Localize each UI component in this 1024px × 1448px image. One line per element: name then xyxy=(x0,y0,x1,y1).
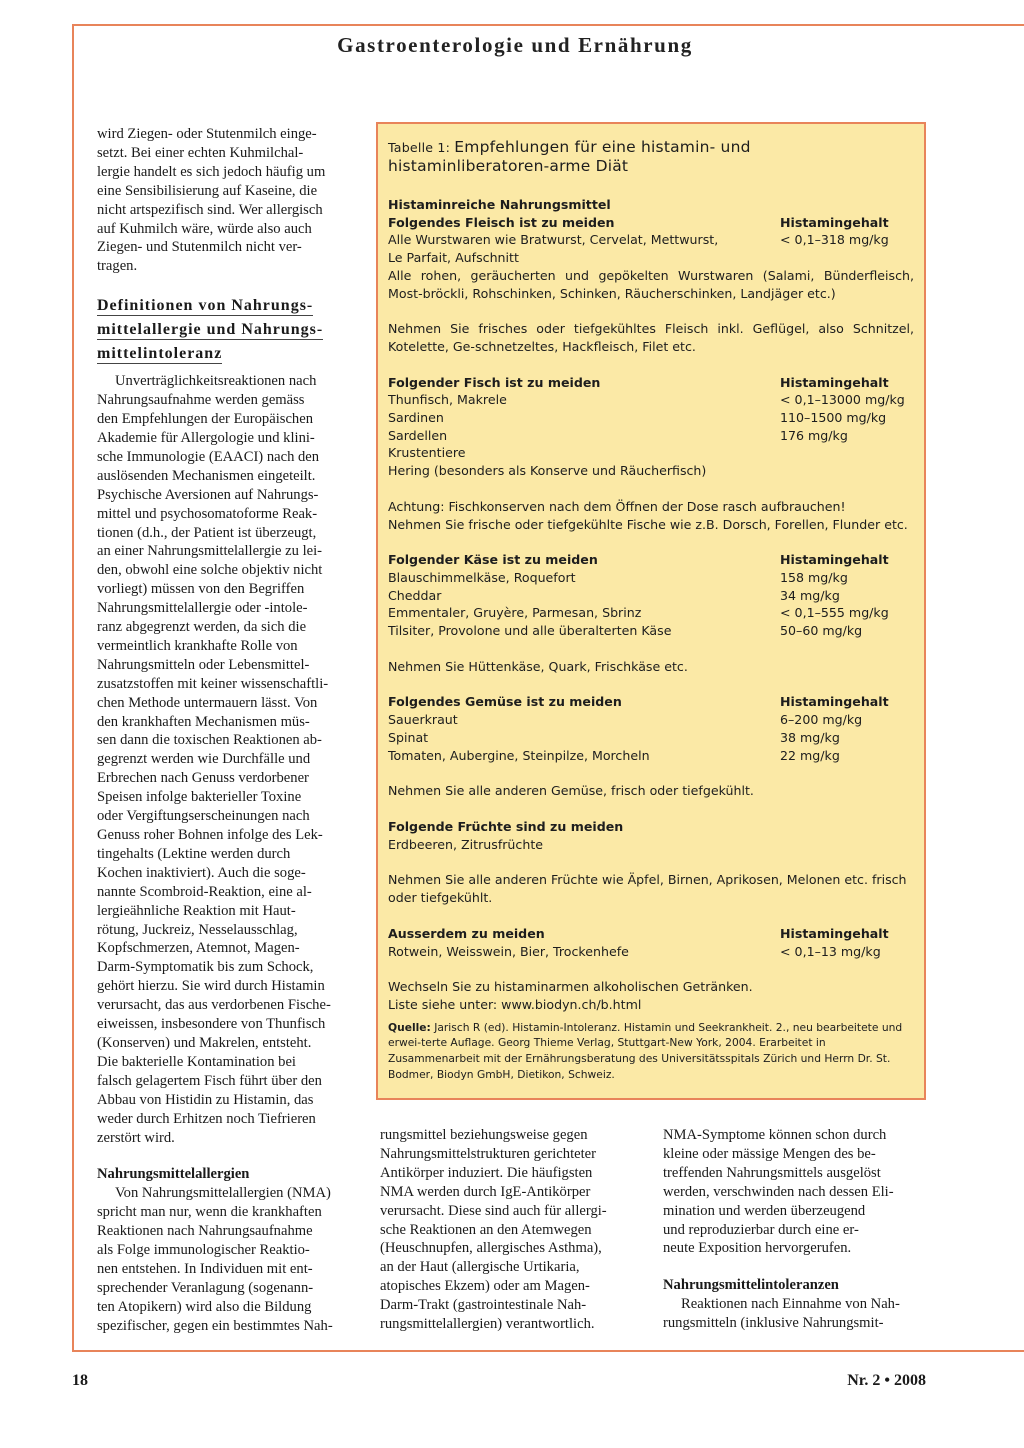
text-line: sprechender Veranlagung (sogenann- xyxy=(97,1279,314,1296)
table-row xyxy=(388,729,914,747)
text-line: mination und werden überzeugend xyxy=(663,1202,866,1219)
text-line: rungsmittel beziehungsweise gegen xyxy=(380,1127,588,1143)
text-line: Darm-Trakt (gastrointestinale Nah- xyxy=(380,1297,587,1314)
text-line: Darm-Symptomatik bis zum Schock, xyxy=(97,959,314,976)
text-line: NMA-Symptome können schon durch xyxy=(663,1127,887,1143)
text-line: den, obwohl eine solche objektiv nicht xyxy=(97,562,323,579)
table-cell-item: Blauschimmelkäse, Roquefort xyxy=(388,569,576,585)
table-recommendation: Nehmen Sie frisches oder tiefgekühltes Fleisch inkl. Geflügel, also Schnitzel, Kotelette, Ge-schnetzeltes, Hackfleisch, Filet etc. xyxy=(388,321,914,354)
text-line: den Empfehlungen der Europäischen xyxy=(97,411,313,428)
table-group-heading: Folgender Fisch ist zu meiden xyxy=(388,374,601,390)
table-column-heading: Histamingehalt xyxy=(780,694,889,710)
table-label: Tabelle 1: xyxy=(388,140,455,155)
table-cell-item: Sauerkraut xyxy=(388,712,458,728)
text-line: zusatzstoffen mit keiner wissenschaftli- xyxy=(97,675,329,692)
text-line: Reaktionen nach Einnahme von Nah- xyxy=(681,1296,900,1313)
table-title xyxy=(388,138,914,176)
text-line: tionen (d.h., der Patient ist überzeugt, xyxy=(97,524,317,541)
text-line: kleine oder mässige Mengen des be- xyxy=(663,1145,876,1162)
table-source-label: Quelle: xyxy=(388,1020,431,1034)
text-line: oder Vergiftungserscheinungen nach xyxy=(97,808,310,825)
text-line: auslösenden Mechanismen eingeteilt. xyxy=(97,467,316,484)
table-recommendation-link: Liste siehe unter: www.biodyn.ch/b.html xyxy=(388,996,642,1012)
text-line: Akademie für Allergologie und klini- xyxy=(97,429,315,446)
text-line: spricht man nur, wenn die krankhaften xyxy=(97,1204,322,1221)
table-recommendation: Nehmen Sie alle anderen Früchte wie Äpfel, Birnen, Aprikosen, Melonen etc. frisch oder tiefgekühlt. xyxy=(388,872,907,906)
table-cell-value: 34 mg/kg xyxy=(780,587,840,603)
table-recommendation: Nehmen Sie alle anderen Gemüse, frisch oder tiefgekühlt. xyxy=(388,783,754,799)
text-line: Erbrechen nach Genuss verdorbener xyxy=(97,770,309,787)
table-row xyxy=(388,943,914,961)
text-line: Ziegen- und Stutenmilch nicht ver- xyxy=(97,239,302,256)
table-group-heading: Folgende Früchte sind zu meiden xyxy=(388,818,624,834)
text-line: eiweissen, insbesondere von Thunfisch xyxy=(97,1016,326,1033)
table-row xyxy=(388,231,914,249)
text-line: tingehalts (Lektine werden durch xyxy=(97,845,291,862)
text-line: mittel und psychosomatoforme Reak- xyxy=(97,505,318,522)
text-line: Abbau von Histidin zu Histamin, das xyxy=(97,1091,314,1108)
text-line: Die bakterielle Kontamination bei xyxy=(97,1053,296,1070)
text-line: Nahrungsaufnahme werden gemäss xyxy=(97,392,305,409)
text-line: Genuss roher Bohnen infolge des Lek- xyxy=(97,827,323,843)
text-line: Psychische Aversionen auf Nahrungs- xyxy=(97,486,319,503)
table-cell-item: Spinat xyxy=(388,729,429,745)
frame-top-rule xyxy=(72,24,1024,26)
table-cell-item: Emmentaler, Gruyère, Parmesan, Sbrinz xyxy=(388,605,642,621)
text-line: ranz abgegrenzt werden, da sich die xyxy=(97,619,307,636)
column-right xyxy=(663,1126,926,1333)
table-cell-value: 22 mg/kg xyxy=(780,747,840,763)
section-heading-line: Definitionen von Nahrungs- xyxy=(97,297,314,315)
text-line: Kochen inaktiviert). Auch die soge- xyxy=(97,864,306,881)
table-row: Le Parfait, Aufschnitt xyxy=(388,250,519,266)
table-group-heading: Folgendes Gemüse ist zu meiden xyxy=(388,694,622,710)
section-heading xyxy=(97,294,360,366)
text-line: atopisches Ekzem) oder am Magen- xyxy=(380,1278,590,1295)
table-header-row xyxy=(388,551,914,569)
text-line: sen dann die toxischen Reaktionen ab- xyxy=(97,732,322,749)
table-group-heading: Ausserdem zu meiden xyxy=(388,925,545,941)
text-line: auf Kuhmilch wäre, würde also auch xyxy=(97,220,312,237)
text-line: nannte Scombroid-Reaktion, eine al- xyxy=(97,883,312,900)
table-recommendation: Nehmen Sie frische oder tiefgekühlte Fische wie z.B. Dorsch, Forellen, Flunder etc. xyxy=(388,516,908,532)
text-line: an der Haut (allergische Urtikaria, xyxy=(380,1259,580,1276)
table-histamine-diet xyxy=(376,122,926,1100)
table-cell-value: 158 mg/kg xyxy=(780,569,848,585)
table-cell-item: Sardinen xyxy=(388,410,444,426)
table-warning: Achtung: Fischkonserven nach dem Öffnen der Dose rasch aufbrauchen! xyxy=(388,498,846,514)
table-column-heading: Histamingehalt xyxy=(780,214,889,230)
table-cell-value: 176 mg/kg xyxy=(780,427,848,443)
table-row xyxy=(388,604,914,622)
text-line: Speisen infolge bakterieller Toxine xyxy=(97,789,302,806)
frame-bottom-rule xyxy=(72,1350,1024,1352)
text-line: Nahrungsmittelstrukturen gerichteter xyxy=(380,1145,596,1162)
table-row xyxy=(388,391,914,409)
body-paragraph xyxy=(97,372,360,1147)
text-line: Nahrungsmittelallergie oder -intole- xyxy=(97,600,308,617)
text-line: als Folge immunologischer Reaktio- xyxy=(97,1242,310,1259)
table-cell-item: Sardellen xyxy=(388,427,448,443)
table-row: Erdbeeren, Zitrusfrüchte xyxy=(388,836,544,852)
text-line: nen entstehen. In Individuen mit ent- xyxy=(97,1260,313,1277)
intro-paragraph xyxy=(97,125,360,276)
text-line: lergieähnliche Reaktion mit Haut- xyxy=(97,902,296,919)
text-line: ten Atopikern) wird also die Bildung xyxy=(97,1298,312,1315)
table-recommendation: Nehmen Sie Hüttenkäse, Quark, Frischkäse etc. xyxy=(388,658,688,674)
text-line: neute Exposition hervorgerufen. xyxy=(663,1240,852,1257)
text-line: den krankhaften Mechanismen müs- xyxy=(97,713,310,730)
table-row xyxy=(388,747,914,765)
text-line: Kopfschmerzen, Atemnot, Magen- xyxy=(97,940,300,957)
text-line: eine Sensibilisierung auf Kaseine, die xyxy=(97,182,318,199)
text-line: falsch gelagertem Fisch führt über den xyxy=(97,1072,322,1089)
text-line: rötung, Juckreiz, Nesselausschlag, xyxy=(97,921,298,938)
table-row xyxy=(388,587,914,605)
text-line: setzt. Bei einer echten Kuhmilchal- xyxy=(97,144,304,161)
text-line: rungsmitteln (inklusive Nahrungsmit- xyxy=(663,1315,884,1332)
text-line: Reaktionen nach Nahrungsaufnahme xyxy=(97,1223,313,1240)
text-line: an einer Nahrungsmittelallergie zu lei- xyxy=(97,543,323,560)
table-row xyxy=(388,427,914,445)
text-line: gehört hierzu. Sie wird durch Histamin xyxy=(97,978,325,995)
table-cell-value: < 0,1–318 mg/kg xyxy=(780,232,889,248)
table-cell-item: Alle Wurstwaren wie Bratwurst, Cervelat, Mettwurst, xyxy=(388,232,719,248)
text-line: vorliegt) müssen von den Begriffen xyxy=(97,581,305,598)
table-title-text: Empfehlungen für eine histamin- und histaminliberatoren-arme Diät xyxy=(388,138,751,175)
text-line: weder durch Erhitzen noch Tiefrieren xyxy=(97,1110,316,1127)
table-recommendation: Wechseln Sie zu histaminarmen alkoholischen Getränken. xyxy=(388,979,753,995)
page-number: 18 xyxy=(72,1372,88,1389)
text-line: NMA werden durch IgE-Antikörper xyxy=(380,1183,591,1200)
text-line: rungsmittelallergien) verantwortlich. xyxy=(380,1316,595,1333)
allergy-paragraph xyxy=(97,1184,360,1335)
table-cell-value: < 0,1–13 mg/kg xyxy=(780,943,881,959)
table-row xyxy=(388,444,914,462)
table-row xyxy=(388,462,914,480)
table-cell-item: Tomaten, Aubergine, Steinpilze, Morcheln xyxy=(388,747,650,763)
text-line: (Heuschnupfen, allergisches Asthma), xyxy=(380,1240,602,1257)
section-heading-line: mittelintoleranz xyxy=(97,345,223,363)
text-line: spezifischer, gegen ein bestimmtes Nah- xyxy=(97,1317,333,1334)
text-line: chen Methode untermauern lässt. Von xyxy=(97,694,318,711)
table-column-heading: Histamingehalt xyxy=(780,925,889,941)
journal-title: Gastroenterologie und Ernährung xyxy=(337,33,693,57)
table-header-row xyxy=(388,693,914,711)
table-group-heading: Folgender Käse ist zu meiden xyxy=(388,552,598,568)
subheading-intolerances: Nahrungsmittelintoleranzen xyxy=(663,1277,839,1294)
table-header-row xyxy=(388,214,914,232)
table-cell-value: < 0,1–13000 mg/kg xyxy=(780,392,905,408)
text-line: (Konserven) und Makrelen, entsteht. xyxy=(97,1034,312,1051)
table-group-heading: Folgendes Fleisch ist zu meiden xyxy=(388,214,615,230)
table-cell-value: 50–60 mg/kg xyxy=(780,623,863,639)
column-left xyxy=(97,125,360,1336)
text-line: treffenden Nahrungsmittels ausgelöst xyxy=(663,1164,881,1181)
text-line: zerstört wird. xyxy=(97,1129,175,1146)
text-line: werden, verschwinden nach dessen Eli- xyxy=(663,1183,894,1200)
section-heading-line: mittelallergie und Nahrungs- xyxy=(97,321,324,339)
text-line: lergie handelt es sich jedoch häufig um xyxy=(97,163,326,180)
table-column-heading: Histamingehalt xyxy=(780,374,889,390)
table-cell-value: 6–200 mg/kg xyxy=(780,712,863,728)
table-header-row xyxy=(388,925,914,943)
table-header-row xyxy=(388,374,914,392)
table-cell-value: 110–1500 mg/kg xyxy=(780,410,887,426)
table-cell-item: Thunfisch, Makrele xyxy=(388,392,507,408)
issue-number: Nr. 2 • 2008 xyxy=(847,1372,926,1389)
table-cell-item: Krustentiere xyxy=(388,445,466,461)
text-line: und reproduzierbar durch eine er- xyxy=(663,1221,859,1238)
text-line: Antikörper induziert. Die häufigsten xyxy=(380,1164,593,1181)
table-cell-item: Rotwein, Weisswein, Bier, Trockenhefe xyxy=(388,943,629,959)
table-column-heading: Histamingehalt xyxy=(780,552,889,568)
table-row xyxy=(388,569,914,587)
table-cell-value: 38 mg/kg xyxy=(780,729,840,745)
table-row xyxy=(388,622,914,640)
text-line: Unverträglichkeitsreaktionen nach xyxy=(115,373,317,390)
table-source xyxy=(388,1020,914,1083)
table-cell-value: < 0,1–555 mg/kg xyxy=(780,605,889,621)
table-source-text: Jarisch R (ed). Histamin-Intoleranz. Histamin und Seekrankheit. 2., neu bearbeitete und erwei-terte Auflage. Georg Thieme Verlag, Stuttgart-New York, 2004. Erarbeitet in Zusammenarbeit mit der Ernährungsberatung des Universitätsspitals Zürich und Herrn Dr. St. Bodmer, Biodyn GmbH, Dietikon, Schweiz. xyxy=(388,1020,903,1081)
text-line: verursacht. Diese sind auch für allergi- xyxy=(380,1202,607,1219)
text-line: Nahrungsmitteln oder Lebensmittel- xyxy=(97,656,310,673)
text-line: sche Reaktionen an den Atemwegen xyxy=(380,1221,592,1238)
text-line: wird Ziegen- oder Stutenmilch einge- xyxy=(97,126,317,142)
table-section-heading: Histaminreiche Nahrungsmittel xyxy=(388,197,611,212)
table-row xyxy=(388,409,914,427)
text-line: gegrenzt werden wie Durchfälle und xyxy=(97,751,311,768)
text-line: vermeintlich krankhafte Rolle von xyxy=(97,637,298,654)
table-cell-item: Hering (besonders als Konserve und Räucherfisch) xyxy=(388,463,707,479)
table-cell-value xyxy=(780,444,916,462)
text-line: Von Nahrungsmittelallergien (NMA) xyxy=(115,1185,331,1202)
table-row: Alle rohen, geräucherten und gepökelten Wurstwaren (Salami, Bünderfleisch, Most-bröckli, Rohschinken, Schinken, Räucherschinken, Landjäger etc.) xyxy=(388,267,914,301)
table-cell-item: Cheddar xyxy=(388,587,442,603)
text-line: tragen. xyxy=(97,258,138,275)
text-line: nicht artspezifisch sind. Wer allergisch xyxy=(97,201,323,218)
frame-left-rule xyxy=(72,24,74,1350)
table-row xyxy=(388,711,914,729)
text-line: verursacht, das aus verdorbenen Fische- xyxy=(97,997,331,1014)
subheading-allergies: Nahrungsmittelallergien xyxy=(97,1166,250,1183)
text-line: sche Immunologie (EAACI) nach den xyxy=(97,448,320,465)
table-cell-item: Tilsiter, Provolone und alle überalterten Käse xyxy=(388,623,672,639)
column-middle xyxy=(380,1126,643,1334)
